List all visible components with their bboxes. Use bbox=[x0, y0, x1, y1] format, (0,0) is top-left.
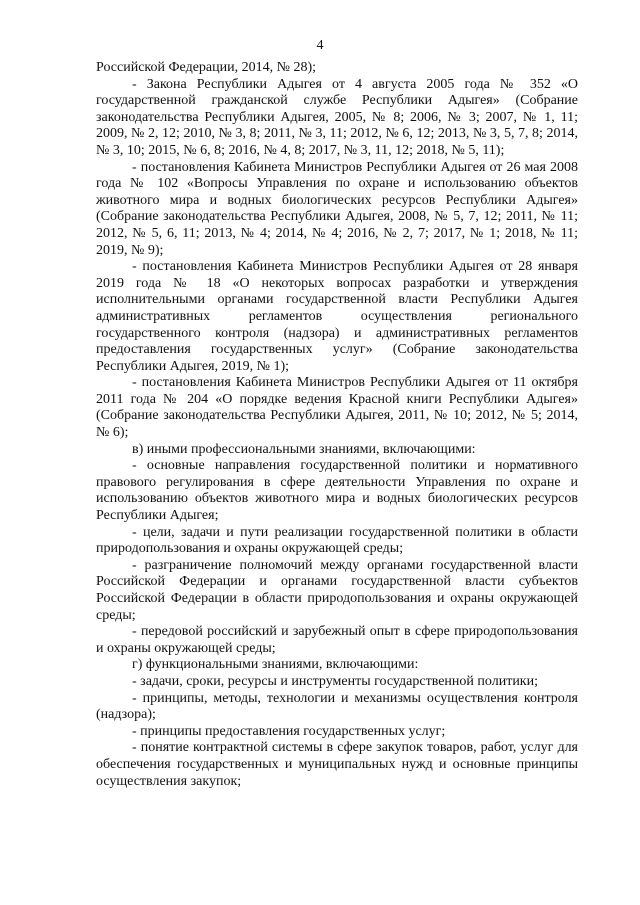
paragraph-continuation: Российской Федерации, 2014, № 28); bbox=[96, 60, 317, 75]
paragraph-law-352: - Закона Республики Адыгея от 4 августа 2005 года № 352 «О государственной гражданской службе Республики Адыгея» (Собрание законодательства Республики Адыгея, 2005, № 8; 2006, № 3; 2007, № 1, 11; 2009, № 2, 12; 2010, № 3, 8; 2011, № 3, 11; 2012, № 6, 12; 2013, № 3, 5, 7, 8; 2014, № 3, 10; 2015, № 6, 8; 2016, № 4, 8; 2017, № 3, 11, 12; 2018, № 5, 11); bbox=[96, 76, 578, 158]
paragraph-resolution-204: - постановления Кабинета Министров Республики Адыгея от 11 октября 2011 года № 204 «О порядке ведения Красной книги Республики Адыгея» (Собрание законодательства Республики Адыгея, 2011, № 10; 2012, № 5; 2014, № 6); bbox=[96, 375, 578, 441]
paragraph-contract-system: - понятие контрактной системы в сфере закупок товаров, работ, услуг для обеспечения государственных и муниципальных нужд и основные принципы осуществления закупок; bbox=[96, 740, 578, 789]
paragraph-control-principles: - принципы, методы, технологии и механизмы осуществления контроля (надзора); bbox=[96, 690, 578, 723]
paragraph-services-principles: - принципы предоставления государственных услуг; bbox=[132, 723, 446, 739]
page-number: 4 bbox=[316, 38, 324, 53]
paragraph-policy-directions: - основные направления государственной политики и нормативного правового регулирования в сфере деятельности Управления по охране и использованию объектов животного мира и водных биологических ресурсов Республики Адыгея; bbox=[96, 458, 578, 524]
paragraph-policy-tasks: - задачи, сроки, ресурсы и инструменты государственной политики; bbox=[132, 673, 538, 689]
paragraph-heading-functional-knowledge: г) функциональными знаниями, включающими: bbox=[132, 657, 419, 673]
paragraph-resolution-18: - постановления Кабинета Министров Республики Адыгея от 28 января 2019 года № 18 «О некоторых вопросах разработки и утверждения исполнительными органами государственной власти Республики Адыгея административных регламентов осуществления регионального государственного контроля (надзора) и административных регламентов предоставления государственных услуг» (Собрание законодательства Республики Адыгея, 2019, № 1); bbox=[96, 259, 578, 374]
document-body bbox=[96, 60, 578, 790]
paragraph-heading-professional-knowledge: в) иными профессиональными знаниями, включающими: bbox=[132, 441, 476, 457]
paragraph-resolution-102: - постановления Кабинета Министров Республики Адыгея от 26 мая 2008 года № 102 «Вопросы Управления по охране и использованию объектов животного мира и водных биологических ресурсов Республики Адыгея» (Собрание законодательства Республики Адыгея, 2008, № 5, 7, 12; 2011, № 11; 2012, № 5, 6, 11; 2013, № 4; 2014, № 4; 2016, № 2, 7; 2017, № 1; 2018, № 11; 2019, № 9); bbox=[96, 159, 578, 258]
paragraph-division-of-powers: - разграничение полномочий между органами государственной власти Российской Федерации и органами государственной власти субъектов Российской Федерации в области природопользования и охраны окружающей среды; bbox=[96, 557, 578, 623]
paragraph-policy-goals: - цели, задачи и пути реализации государственной политики в области природопользования и охраны окружающей среды; bbox=[96, 524, 578, 557]
paragraph-advanced-experience: - передовой российский и зарубежный опыт в сфере природопользования и охраны окружающей среды; bbox=[96, 624, 578, 656]
